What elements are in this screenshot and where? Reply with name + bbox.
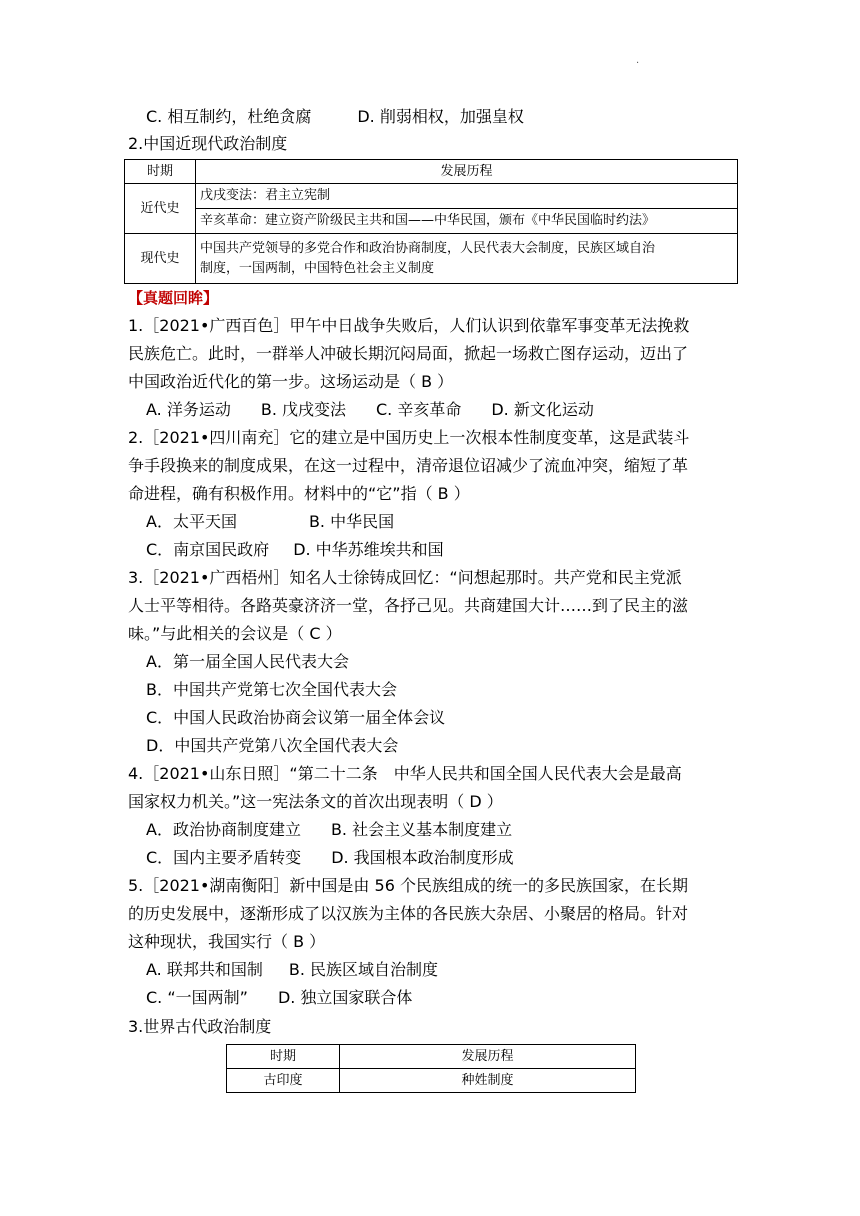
question-option: C．中国人民政治协商会议第一届全体会议 bbox=[146, 708, 446, 727]
page-mark: · bbox=[636, 58, 640, 69]
question-line: 国家权力机关。”这一宪法条文的首次出现表明（ D ） bbox=[128, 792, 503, 811]
period-cell: 近代史 bbox=[125, 184, 196, 234]
question-option: D．中国共产党第八次全国代表大会 bbox=[146, 736, 399, 755]
question-line: 民族危亡。此时，一群举人冲破长期沉闷局面，掀起一场救亡图存运动，迈出了 bbox=[128, 344, 689, 363]
question-line: 5.［2021•湖南衡阳］新中国是由 56 个民族组成的统一的多民族国家，在长期 bbox=[128, 876, 688, 895]
question-line: 1.［2021•广西百色］甲午中日战争失败后，人们认识到依靠军事变革无法挽救 bbox=[128, 316, 690, 335]
history-cell: 辛亥革命：建立资产阶级民主共和国——中华民国，颁布《中华民国临时约法》 bbox=[196, 209, 738, 234]
question-line: 2.［2021•四川南充］它的建立是中国历史上一次根本性制度变革，这是武装斗 bbox=[128, 428, 690, 447]
option: B. 戊戌变法 bbox=[260, 400, 346, 419]
option: C. 辛亥革命 bbox=[376, 400, 462, 419]
question-options bbox=[146, 959, 438, 981]
option: D. 独立国家联合体 bbox=[277, 988, 413, 1007]
option: D. 新文化运动 bbox=[491, 400, 594, 419]
question-line: 争手段换来的制度成果，在这一过程中，清帝退位诏减少了流血冲突，缩短了革 bbox=[128, 456, 689, 475]
history-line: 中国共产党领导的多党合作和政治协商制度，人民代表大会制度，民族区域自治 bbox=[200, 240, 656, 256]
ancient-world-politics-table bbox=[226, 1044, 636, 1093]
option: C．南京国民政府 bbox=[146, 540, 270, 559]
section-2-title: 2.中国近现代政治制度 bbox=[128, 134, 288, 153]
question-line: 命进程，确有积极作用。材料中的“它”指（ B ） bbox=[128, 484, 470, 503]
history-cell bbox=[196, 234, 738, 284]
option: D. 中华苏维埃共和国 bbox=[293, 540, 444, 559]
header-history: 发展历程 bbox=[340, 1045, 636, 1069]
header-history: 发展历程 bbox=[196, 160, 738, 184]
modern-politics-table bbox=[124, 159, 738, 284]
period-cell: 现代史 bbox=[125, 234, 196, 284]
question-options bbox=[146, 399, 594, 421]
question-options bbox=[146, 847, 514, 869]
option: A. 联邦共和国制 bbox=[146, 960, 263, 979]
option: A. 洋务运动 bbox=[146, 400, 231, 419]
question-line: 4.［2021•山东日照］“第二十二条 中华人民共和国全国人民代表大会是最高 bbox=[128, 764, 682, 783]
history-cell: 种姓制度 bbox=[340, 1069, 636, 1093]
review-heading: 【真题回眸】 bbox=[128, 289, 219, 307]
question-line: 的历史发展中，逐渐形成了以汉族为主体的各民族大杂居、小聚居的格局。针对 bbox=[128, 904, 689, 923]
question-options bbox=[146, 987, 412, 1009]
option: D. 我国根本政治制度形成 bbox=[331, 848, 514, 867]
option: A．政治协商制度建立 bbox=[146, 820, 301, 839]
question-options bbox=[146, 819, 512, 841]
header-period: 时期 bbox=[227, 1045, 340, 1069]
option: C. “一国两制” bbox=[146, 988, 248, 1007]
option-c: C. 相互制约，杜绝贪腐 bbox=[146, 107, 312, 126]
section-3-title: 3.世界古代政治制度 bbox=[128, 1017, 272, 1036]
option-d: D. 削弱相权，加强皇权 bbox=[357, 107, 524, 126]
option: A．太平天国 bbox=[146, 512, 237, 531]
prev-question-options bbox=[146, 106, 524, 128]
header-period: 时期 bbox=[125, 160, 196, 184]
question-option: A．第一届全国人民代表大会 bbox=[146, 652, 349, 671]
question-line: 中国政治近代化的第一步。这场运动是（ B ） bbox=[128, 372, 454, 391]
option: B. 民族区域自治制度 bbox=[288, 960, 438, 979]
option: B. 社会主义基本制度建立 bbox=[330, 820, 513, 839]
option: C．国内主要矛盾转变 bbox=[146, 848, 302, 867]
history-line: 制度，一国两制，中国特色社会主义制度 bbox=[200, 260, 435, 276]
question-options bbox=[146, 511, 394, 533]
question-line: 这种现状，我国实行（ B ） bbox=[128, 932, 326, 951]
question-line: 人士平等相待。各路英豪济济一堂，各抒己见。共商建国大计……到了民主的滋 bbox=[128, 596, 689, 615]
period-cell: 古印度 bbox=[227, 1069, 340, 1093]
question-option: B．中国共产党第七次全国代表大会 bbox=[146, 680, 397, 699]
question-line: 味。”与此相关的会议是（ C ） bbox=[128, 624, 342, 643]
question-line: 3.［2021•广西梧州］知名人士徐铸成回忆：“问想起那时。共产党和民主党派 bbox=[128, 568, 682, 587]
option: B. 中华民国 bbox=[308, 512, 395, 531]
history-cell: 戊戌变法：君主立宪制 bbox=[196, 184, 738, 209]
question-options bbox=[146, 539, 444, 561]
